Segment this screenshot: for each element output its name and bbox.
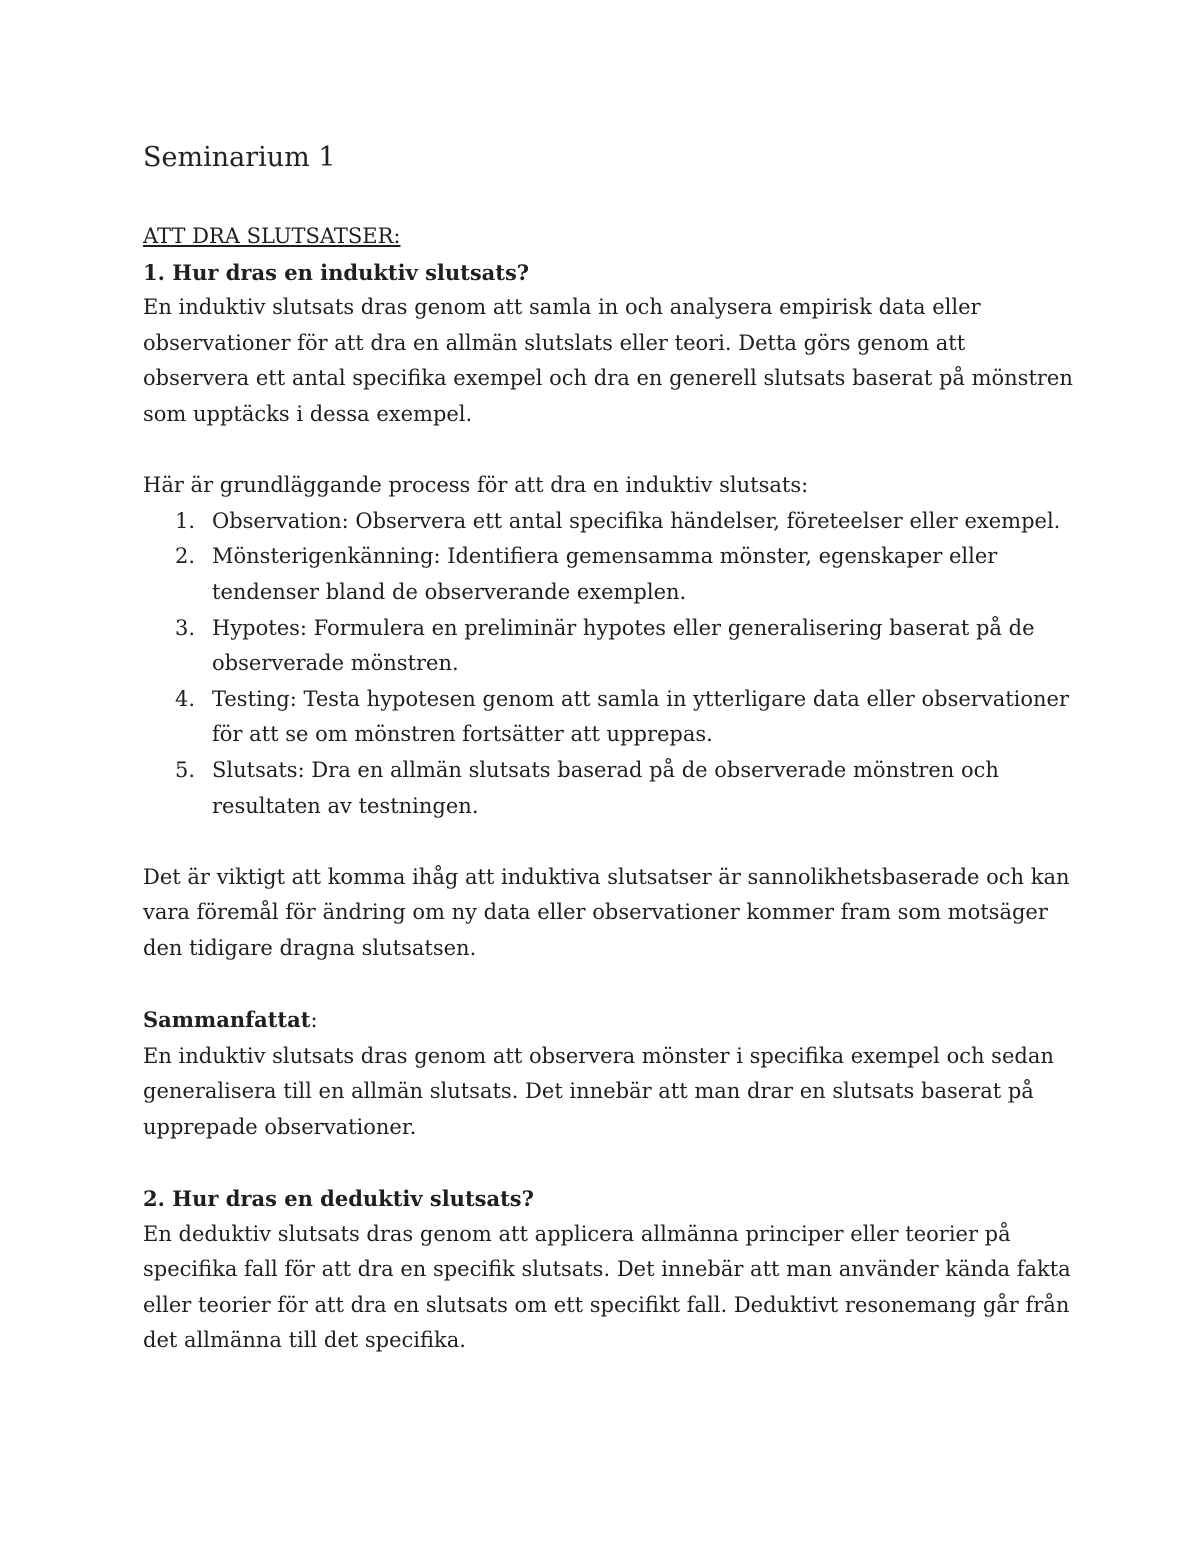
list-item-number: 1. [175, 508, 196, 533]
summary-paragraph: En induktiv slutsats dras genom att observera mönster i specifika exempel och sedan generalisera till en allmän slutsats. Det innebär att man drar en slutsats baserat på upprepade observationer. [143, 1043, 1054, 1139]
document-page [143, 138, 1073, 1359]
spacer [143, 966, 1073, 1002]
list-item-number: 4. [175, 686, 196, 711]
note-paragraph: Det är viktigt att komma ihåg att induktiva slutsatser är sannolikhetsbaserade och kan vara föremål för ändring om ny data eller observationer kommer fram som motsäger den tidigare dragna slutsatsen. [143, 864, 1070, 960]
process-steps-list [143, 504, 1073, 824]
question-2-heading: 2. Hur dras en deduktiv slutsats? [143, 1186, 534, 1212]
spacer [143, 433, 1073, 469]
list-item [143, 504, 1073, 540]
question-2-paragraph: En deduktiv slutsats dras genom att applicera allmänna principer eller teorier på specifika fall för att dra en specifik slutsats. Det innebär att man använder kända fakta eller teorier för att dra en slutsats om ett specifikt fall. Deduktivt resonemang går från det allmänna till det specifika. [143, 1221, 1071, 1353]
list-item-text: Observation: Observera ett antal specifika händelser, företeelser eller exempel. [212, 508, 1061, 533]
list-item-number: 3. [175, 615, 196, 640]
section-label: ATT DRA SLUTSATSER: [143, 224, 401, 248]
question-1-paragraph: En induktiv slutsats dras genom att samla in och analysera empirisk data eller observationer för att dra en allmän slutslats eller teori. Detta görs genom att observera ett antal specifika exempel och dra en generell slutsats baserat på mönstren som upptäcks i dessa exempel. [143, 295, 1073, 426]
question-1-heading: 1. Hur dras en induktiv slutsats? [143, 259, 530, 285]
list-item [143, 539, 1073, 610]
list-item-text: Mönsterigenkänning: Identifiera gemensamma mönster, egenskaper eller tendenser bland de observerande exemplen. [212, 544, 998, 604]
list-item [143, 611, 1073, 682]
list-item [143, 753, 1073, 824]
summary-label: Sammanfattat [143, 1007, 311, 1033]
summary-heading [143, 1002, 1073, 1039]
list-item-number: 2. [175, 544, 196, 569]
spacer [143, 1145, 1073, 1181]
list-item-text: Hypotes: Formulera en preliminär hypotes eller generalisering baserat på de observerade mönstren. [212, 615, 1035, 676]
list-item-number: 5. [175, 757, 196, 782]
process-intro: Här är grundläggande process för att dra en induktiv slutsats: [143, 473, 809, 498]
summary-colon: : [310, 1008, 318, 1033]
spacer [143, 824, 1073, 860]
list-item-text: Testing: Testa hypotesen genom att samla in ytterligare data eller observationer för att se om mönstren fortsätter att upprepas. [212, 686, 1070, 747]
list-item-text: Slutsats: Dra en allmän slutsats baserad på de observerade mönstren och resultaten av testningen. [212, 757, 999, 818]
list-item [143, 682, 1073, 753]
document-title: Seminarium 1 [143, 142, 336, 173]
